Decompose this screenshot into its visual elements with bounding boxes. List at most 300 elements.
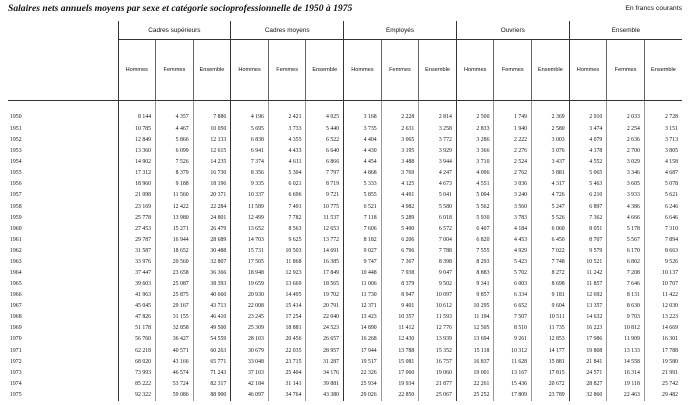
value-cell: 22 850	[381, 390, 419, 401]
value-cell: 10 812	[607, 323, 645, 334]
value-cell: 25 252	[456, 390, 494, 401]
value-cell: 59 086	[156, 390, 194, 401]
value-cell: 28 689	[193, 235, 231, 246]
value-cell: 4 079	[569, 135, 607, 146]
value-cell: 31 141	[268, 379, 306, 390]
value-cell: 13 669	[268, 279, 306, 290]
value-cell: 13 980	[156, 213, 194, 224]
value-cell: 3 366	[456, 146, 494, 157]
value-cell: 2 814	[419, 101, 457, 124]
value-cell: 4 158	[644, 157, 682, 168]
value-cell: 10 357	[381, 312, 419, 323]
value-cell: 6 820	[456, 235, 494, 246]
value-cell: 34 764	[268, 390, 306, 401]
value-cell: 6 802	[607, 257, 645, 268]
subheader-ensemble: Ensemble	[532, 40, 570, 101]
value-cell: 25 742	[644, 379, 682, 390]
value-cell: 23 789	[532, 390, 570, 401]
value-cell: 11 589	[231, 202, 269, 213]
value-cell: 4 386	[607, 202, 645, 213]
value-cell: 7 526	[156, 157, 194, 168]
value-cell: 30 488	[193, 246, 231, 257]
value-cell: 7 797	[306, 168, 344, 179]
group-header-cadres-moyens: Cadres moyens	[231, 21, 344, 40]
value-cell: 19 001	[456, 368, 494, 379]
value-cell: 3 346	[607, 168, 645, 179]
value-cell: 42 184	[231, 379, 269, 390]
value-cell: 6 696	[268, 190, 306, 201]
value-cell: 49 500	[193, 323, 231, 334]
value-cell: 40 571	[156, 346, 194, 357]
value-cell: 6 003	[494, 279, 532, 290]
value-cell: 6 796	[381, 246, 419, 257]
value-cell: 5 247	[532, 202, 570, 213]
year-cell: 1965	[10, 281, 22, 288]
value-cell: 11 593	[419, 312, 457, 323]
value-cell: 40 660	[193, 290, 231, 301]
value-cell: 10 137	[644, 268, 682, 279]
value-cell: 18 565	[306, 279, 344, 290]
subheader-ensemble: Ensemble	[306, 40, 344, 101]
table-row	[8, 279, 682, 290]
value-cell: 11 560	[156, 190, 194, 201]
year-cell: 1963	[10, 258, 22, 265]
value-cell: 25 087	[156, 279, 194, 290]
subheader-hommes: Hommes	[569, 40, 607, 101]
value-cell: 12 430	[381, 334, 419, 345]
value-cell: 8 719	[306, 179, 344, 190]
value-cell: 5 866	[156, 135, 194, 146]
year-cell: 1971	[10, 347, 22, 354]
value-cell: 22 326	[344, 368, 382, 379]
value-cell: 8 698	[532, 279, 570, 290]
value-cell: 3 151	[644, 124, 682, 135]
value-cell: 4 491	[381, 190, 419, 201]
value-cell: 13 133	[607, 346, 645, 357]
value-cell: 31 287	[306, 357, 344, 368]
value-cell: 3 805	[644, 146, 682, 157]
value-cell: 85 222	[118, 379, 156, 390]
value-cell: 8 379	[381, 279, 419, 290]
value-cell: 14 703	[231, 235, 269, 246]
value-cell: 14 691	[306, 246, 344, 257]
value-cell: 17 060	[381, 368, 419, 379]
value-cell: 37 447	[118, 268, 156, 279]
value-cell: 26 479	[193, 224, 231, 235]
value-cell: 12 505	[456, 323, 494, 334]
value-cell: 24 571	[569, 368, 607, 379]
value-cell: 4 184	[494, 224, 532, 235]
table-row	[8, 224, 682, 235]
subheader-femmes: Femmes	[607, 40, 645, 101]
value-cell: 7 748	[532, 257, 570, 268]
value-cell: 16 223	[569, 323, 607, 334]
value-cell: 14 669	[644, 323, 682, 334]
value-cell: 6 450	[532, 235, 570, 246]
value-cell: 23 245	[231, 312, 269, 323]
value-cell: 9 027	[344, 246, 382, 257]
value-cell: 11 730	[344, 290, 382, 301]
year-cell: 1951	[10, 126, 22, 132]
value-cell: 6 838	[231, 135, 269, 146]
year-cell: 1955	[10, 170, 22, 177]
value-cell: 22 035	[268, 346, 306, 357]
value-cell: 5 065	[569, 168, 607, 179]
subheader-hommes: Hommes	[456, 40, 494, 101]
value-cell: 26 657	[306, 334, 344, 345]
value-cell: 4 453	[494, 235, 532, 246]
value-cell: 11 412	[381, 323, 419, 334]
year-header-blank	[8, 21, 118, 40]
value-cell: 9 502	[419, 279, 457, 290]
value-cell: 21 991	[644, 368, 682, 379]
value-cell: 6 060	[532, 224, 570, 235]
year-cell: 1952	[10, 137, 22, 144]
value-cell: 6 897	[569, 202, 607, 213]
value-cell: 3 881	[532, 168, 570, 179]
value-cell: 2 910	[569, 101, 607, 124]
value-cell: 12 422	[156, 202, 194, 213]
value-cell: 9 335	[231, 179, 269, 190]
value-cell: 36 427	[156, 334, 194, 345]
value-cell: 10 785	[118, 124, 156, 135]
value-cell: 16 314	[607, 368, 645, 379]
year-cell: 1958	[10, 203, 22, 210]
value-cell: 82 317	[193, 379, 231, 390]
value-cell: 2 254	[607, 124, 645, 135]
table-row	[8, 368, 682, 379]
value-cell: 8 272	[532, 268, 570, 279]
year-cell: 1954	[10, 159, 22, 166]
value-cell: 71 243	[193, 368, 231, 379]
value-cell: 14 235	[193, 157, 231, 168]
value-cell: 33 976	[118, 257, 156, 268]
value-cell: 6 210	[569, 190, 607, 201]
value-cell: 25 934	[344, 379, 382, 390]
value-cell: 36 366	[193, 268, 231, 279]
value-cell: 4 929	[494, 246, 532, 257]
value-cell: 25 404	[268, 368, 306, 379]
subheader-ensemble: Ensemble	[193, 40, 231, 101]
value-cell: 3 036	[494, 179, 532, 190]
year-cell: 1960	[10, 225, 22, 232]
value-cell: 19 934	[381, 379, 419, 390]
value-cell: 18 881	[268, 323, 306, 334]
value-cell: 3 240	[494, 190, 532, 201]
value-cell: 2 276	[494, 146, 532, 157]
value-cell: 9 721	[306, 190, 344, 201]
value-cell: 9 579	[569, 246, 607, 257]
value-cell: 4 247	[419, 168, 457, 179]
value-cell: 7 004	[419, 235, 457, 246]
value-cell: 31 155	[156, 312, 194, 323]
value-cell: 5 526	[532, 213, 570, 224]
value-cell: 11 868	[268, 257, 306, 268]
value-cell: 5 490	[381, 224, 419, 235]
value-cell: 8 707	[569, 235, 607, 246]
table-row	[8, 323, 682, 334]
value-cell: 7 022	[532, 246, 570, 257]
value-cell: 7 507	[494, 312, 532, 323]
value-cell: 4 454	[344, 157, 382, 168]
value-cell: 24 523	[306, 323, 344, 334]
table-row	[8, 357, 682, 368]
value-cell: 6 521	[344, 202, 382, 213]
year-cell: 1950	[10, 113, 22, 120]
value-cell: 4 467	[156, 124, 194, 135]
year-cell: 1967	[10, 303, 22, 310]
value-cell: 9 625	[268, 235, 306, 246]
value-cell: 4 355	[268, 135, 306, 146]
value-cell: 15 271	[156, 224, 194, 235]
value-cell: 19 808	[569, 346, 607, 357]
value-cell: 9 401	[381, 301, 419, 312]
value-cell: 16 944	[156, 235, 194, 246]
year-cell: 1972	[10, 358, 22, 365]
value-cell: 9 261	[494, 334, 532, 345]
value-cell: 15 881	[532, 357, 570, 368]
value-cell: 7 555	[456, 246, 494, 257]
subheader-femmes: Femmes	[381, 40, 419, 101]
value-cell: 21 877	[419, 379, 457, 390]
group-header-ouvriers: Ouvriers	[456, 21, 569, 40]
subheader-femmes: Femmes	[268, 40, 306, 101]
value-cell: 3 713	[644, 135, 682, 146]
value-cell: 19 659	[231, 279, 269, 290]
value-cell: 65 771	[193, 357, 231, 368]
value-cell: 10 521	[569, 257, 607, 268]
value-cell: 29 787	[118, 235, 156, 246]
table-row	[8, 124, 682, 135]
value-cell: 68 020	[118, 357, 156, 368]
value-cell: 13 939	[419, 334, 457, 345]
value-cell: 4 552	[569, 157, 607, 168]
value-cell: 5 562	[456, 202, 494, 213]
value-cell: 3 560	[494, 202, 532, 213]
value-cell: 51 178	[118, 323, 156, 334]
value-cell: 5 621	[644, 190, 682, 201]
value-cell: 10 511	[532, 312, 570, 323]
table-row	[8, 101, 682, 124]
value-cell: 17 944	[344, 346, 382, 357]
year-cell: 1959	[10, 214, 22, 221]
value-cell: 12 849	[118, 135, 156, 146]
value-cell: 10 775	[306, 202, 344, 213]
value-cell: 3 258	[419, 124, 457, 135]
value-cell: 1 749	[494, 101, 532, 124]
value-cell: 39 603	[118, 279, 156, 290]
value-cell: 3 769	[381, 168, 419, 179]
value-cell: 13 694	[456, 334, 494, 345]
year-cell: 1973	[10, 369, 22, 376]
value-cell: 14 890	[344, 323, 382, 334]
value-cell: 11 422	[644, 290, 682, 301]
value-cell: 2 369	[532, 101, 570, 124]
value-cell: 3 437	[532, 157, 570, 168]
value-cell: 22 284	[193, 202, 231, 213]
value-cell: 9 341	[456, 279, 494, 290]
value-cell: 17 254	[268, 312, 306, 323]
value-cell: 10 295	[456, 301, 494, 312]
value-cell: 15 436	[494, 379, 532, 390]
value-cell: 3 065	[381, 135, 419, 146]
value-cell: 5 580	[419, 202, 457, 213]
table-row	[8, 146, 682, 157]
value-cell: 11 194	[456, 312, 494, 323]
value-cell: 9 047	[419, 268, 457, 279]
year-cell: 1953	[10, 148, 22, 155]
value-cell: 7 646	[607, 279, 645, 290]
value-cell: 13 772	[306, 235, 344, 246]
value-cell: 39 881	[306, 379, 344, 390]
value-cell: 16 268	[344, 334, 382, 345]
value-cell: 11 242	[569, 268, 607, 279]
value-cell: 8 293	[456, 257, 494, 268]
value-cell: 12 499	[231, 213, 269, 224]
value-cell: 8 051	[569, 224, 607, 235]
year-cell: 1966	[10, 292, 22, 299]
value-cell: 4 430	[344, 146, 382, 157]
value-cell: 3 944	[419, 157, 457, 168]
value-cell: 47 826	[118, 312, 156, 323]
value-cell: 8 379	[156, 168, 194, 179]
value-cell: 12 923	[268, 268, 306, 279]
table-row	[8, 235, 682, 246]
value-cell: 33 048	[231, 357, 269, 368]
value-cell: 4 726	[532, 190, 570, 201]
table-row	[8, 379, 682, 390]
value-cell: 2 421	[268, 101, 306, 124]
value-cell: 28 827	[569, 379, 607, 390]
subheader-hommes: Hommes	[118, 40, 156, 101]
value-cell: 3 929	[419, 146, 457, 157]
table-row	[8, 168, 682, 179]
value-cell: 4 433	[268, 146, 306, 157]
value-cell: 3 733	[268, 124, 306, 135]
value-cell: 20 371	[193, 190, 231, 201]
value-cell: 8 182	[344, 235, 382, 246]
value-cell: 3 605	[607, 179, 645, 190]
value-cell: 18 948	[231, 268, 269, 279]
value-cell: 22 463	[607, 390, 645, 401]
value-cell: 32 858	[156, 323, 194, 334]
value-cell: 24 801	[193, 213, 231, 224]
value-cell: 3 474	[569, 124, 607, 135]
value-cell: 5 855	[344, 190, 382, 201]
value-cell: 10 612	[419, 301, 457, 312]
table-row	[8, 346, 682, 357]
value-cell: 9 747	[344, 257, 382, 268]
value-cell: 62 218	[118, 346, 156, 357]
value-cell: 9 188	[156, 179, 194, 190]
value-cell: 7 374	[231, 157, 269, 168]
year-cell: 1957	[10, 192, 22, 199]
value-cell: 5 178	[607, 224, 645, 235]
value-cell: 7 606	[344, 224, 382, 235]
value-cell: 11 537	[306, 213, 344, 224]
value-cell: 2 636	[607, 135, 645, 146]
value-cell: 88 900	[193, 390, 231, 401]
value-cell: 13 360	[118, 146, 156, 157]
value-cell: 7 362	[569, 213, 607, 224]
value-cell: 4 666	[607, 213, 645, 224]
value-cell: 4 611	[268, 157, 306, 168]
value-cell: 53 724	[156, 379, 194, 390]
value-cell: 12 692	[569, 290, 607, 301]
value-cell: 19 060	[419, 368, 457, 379]
value-cell: 7 491	[268, 202, 306, 213]
value-cell: 14 632	[569, 312, 607, 323]
value-cell: 11 006	[344, 279, 382, 290]
value-cell: 25 067	[419, 390, 457, 401]
value-cell: 54 559	[193, 334, 231, 345]
table-row	[8, 135, 682, 146]
value-cell: 16 385	[306, 257, 344, 268]
value-cell: 15 081	[381, 357, 419, 368]
subheader-femmes: Femmes	[494, 40, 532, 101]
value-cell: 22 008	[231, 301, 269, 312]
value-cell: 6 640	[306, 146, 344, 157]
subheader-ensemble: Ensemble	[644, 40, 682, 101]
value-cell: 14 902	[118, 157, 156, 168]
value-cell: 3 772	[419, 135, 457, 146]
value-cell: 6 246	[644, 202, 682, 213]
value-cell: 9 181	[532, 290, 570, 301]
value-cell: 2 631	[381, 124, 419, 135]
value-cell: 5 333	[344, 179, 382, 190]
value-cell: 19 580	[644, 357, 682, 368]
value-cell: 7 782	[268, 213, 306, 224]
value-cell: 11 857	[569, 279, 607, 290]
value-cell: 60 263	[193, 346, 231, 357]
value-cell: 7 894	[644, 235, 682, 246]
value-cell: 3 003	[532, 135, 570, 146]
value-cell: 6 646	[644, 213, 682, 224]
value-cell: 8 398	[419, 257, 457, 268]
value-cell: 14 495	[268, 290, 306, 301]
value-cell: 11 909	[607, 334, 645, 345]
value-cell: 8 563	[268, 224, 306, 235]
value-cell: 6 866	[306, 157, 344, 168]
value-cell: 20 930	[231, 290, 269, 301]
value-cell: 13 167	[494, 368, 532, 379]
value-cell: 2 762	[494, 168, 532, 179]
value-cell: 6 407	[456, 224, 494, 235]
value-cell: 13 788	[381, 346, 419, 357]
value-cell: 28 957	[306, 346, 344, 357]
value-cell: 3 783	[494, 213, 532, 224]
value-cell: 5 041	[419, 190, 457, 201]
value-cell: 28 103	[231, 334, 269, 345]
value-cell: 5 440	[306, 124, 344, 135]
value-cell: 8 131	[607, 290, 645, 301]
table-row	[8, 157, 682, 168]
table-row	[8, 202, 682, 213]
value-cell: 5 304	[268, 168, 306, 179]
value-cell: 9 526	[644, 257, 682, 268]
value-cell: 10 312	[494, 346, 532, 357]
table-row	[8, 213, 682, 224]
value-cell: 2 580	[532, 124, 570, 135]
value-cell: 6 334	[494, 290, 532, 301]
value-cell: 17 849	[306, 268, 344, 279]
value-cell: 41 963	[118, 290, 156, 301]
table-body	[8, 101, 682, 402]
value-cell: 5 695	[231, 124, 269, 135]
value-cell: 2 700	[607, 146, 645, 157]
value-cell: 18 960	[118, 179, 156, 190]
value-cell: 9 703	[607, 312, 645, 323]
